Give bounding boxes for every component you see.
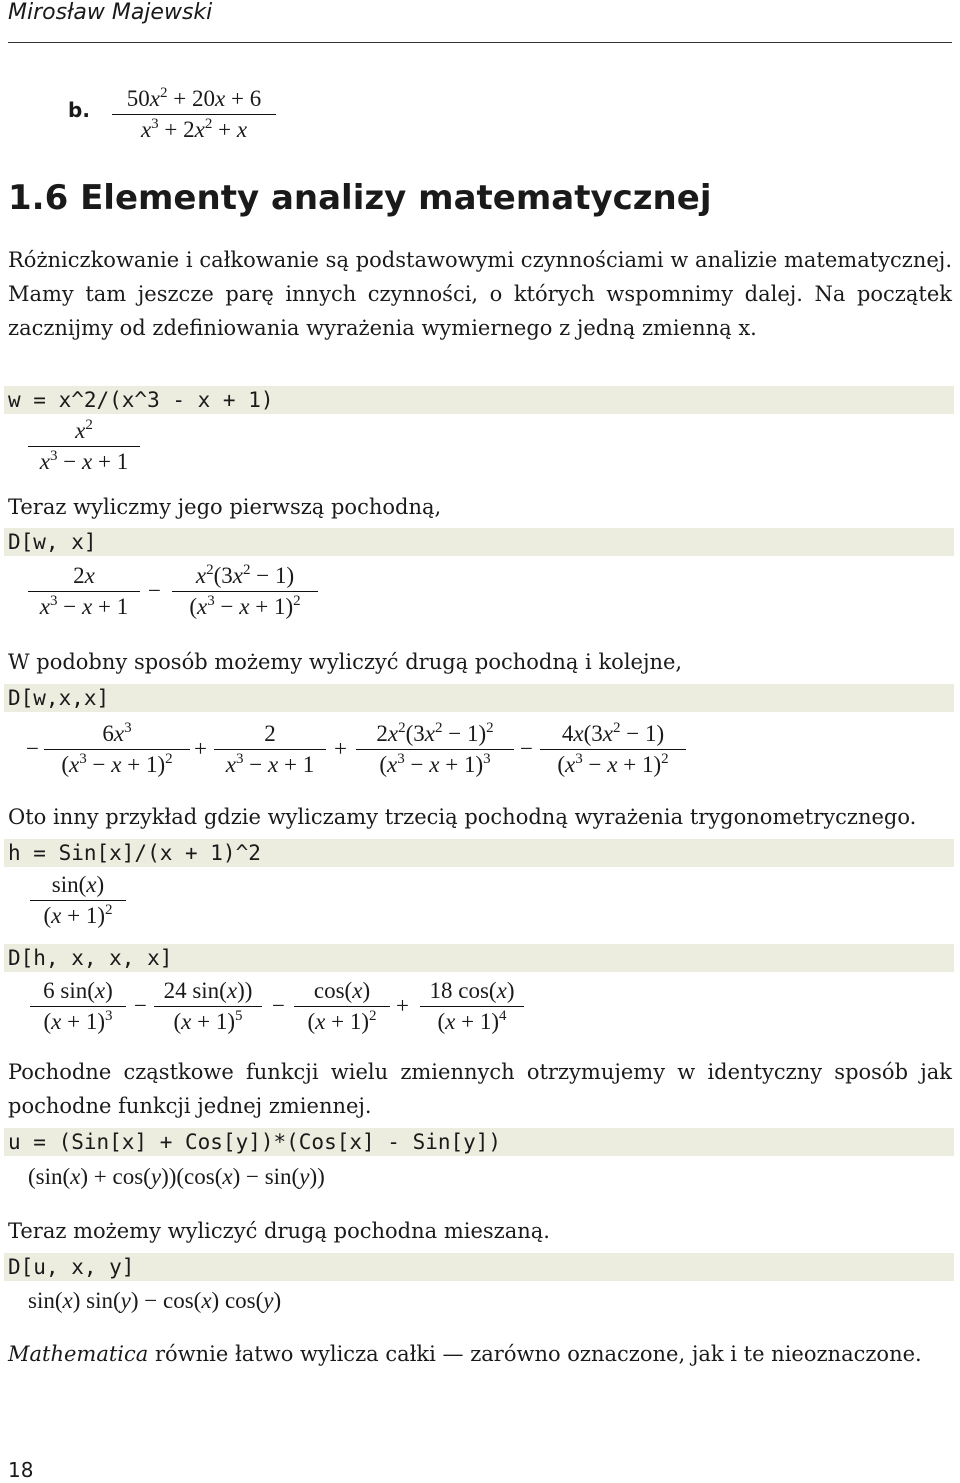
paragraph-integrals-text: równie łatwo wylicza całki — zarówno oznaczone, jak i te nieoznaczone. bbox=[148, 1342, 922, 1366]
output-d2-term1: $6x^3$ $(x^3 - x + 1)^2$ bbox=[44, 721, 190, 778]
plus-sign: + bbox=[194, 736, 207, 761]
code-input-3[interactable]: D[w,x,x] bbox=[4, 684, 954, 712]
output-d3-term1: 6 sin(x) $(x + 1)^3$ bbox=[30, 978, 126, 1035]
plus-sign: + bbox=[396, 993, 409, 1018]
code-input-2[interactable]: D[w, x] bbox=[4, 528, 954, 556]
paragraph-second-derivative: W podobny sposób możemy wyliczyć drugą pochodną i kolejne, bbox=[8, 650, 683, 674]
plus-sign: + bbox=[334, 736, 347, 761]
paragraph-integrals bbox=[8, 1337, 952, 1371]
output-d2-term2: 2 $x^3 - x + 1$ bbox=[214, 721, 326, 778]
section-title: 1.6 Elementy analizy matematycznej bbox=[8, 178, 712, 218]
paragraph-intro bbox=[8, 243, 952, 345]
page-number: 18 bbox=[8, 1458, 34, 1482]
paragraph-trig: Oto inny przykład gdzie wyliczamy trzecią pochodną wyrażenia trygonometrycznego. bbox=[8, 805, 917, 829]
code-input-7[interactable]: D[u, x, y] bbox=[4, 1253, 954, 1281]
output-w: $x^2$ $x^3 - x + 1$ bbox=[28, 418, 140, 475]
minus-sign: − bbox=[148, 578, 161, 603]
code-input-1[interactable]: w = x^2/(x^3 - x + 1) bbox=[4, 386, 954, 414]
minus-sign: − bbox=[134, 993, 147, 1018]
output-d3-term4: 18 cos(x) $(x + 1)^4$ bbox=[420, 978, 524, 1035]
output-d3-term2: 24 sin(x)) $(x + 1)^5$ bbox=[154, 978, 262, 1035]
code-input-5[interactable]: D[h, x, x, x] bbox=[4, 944, 954, 972]
minus-sign: − bbox=[520, 736, 533, 761]
code-input-6[interactable]: u = (Sin[x] + Cos[y])*(Cos[x] - Sin[y]) bbox=[4, 1128, 954, 1156]
output-h: sin(x) $(x + 1)^2$ bbox=[30, 872, 126, 929]
running-header: Mirosław Majewski bbox=[8, 0, 213, 25]
output-d3-term3: cos(x) $(x + 1)^2$ bbox=[294, 978, 390, 1035]
exercise-label: b. bbox=[68, 98, 90, 122]
output-mixed-derivative: sin(x) sin(y) − cos(x) cos(y) bbox=[28, 1288, 282, 1313]
header-rule bbox=[8, 42, 952, 43]
code-input-4[interactable]: h = Sin[x]/(x + 1)^2 bbox=[4, 839, 954, 867]
paragraph-first-derivative: Teraz wyliczmy jego pierwszą pochodną, bbox=[8, 495, 442, 519]
output-d1-term2: $x^2(3x^2 - 1)$ $(x^3 - x + 1)^2$ bbox=[172, 563, 318, 620]
minus-sign: − bbox=[272, 993, 285, 1018]
paragraph-intro-text: Różniczkowanie i całkowanie są podstawowymi czynnościami w analizie matematycznej. Mamy tam jeszcze parę innych czynności, o których wspomnimy dalej. Na początek zacznijmy od zdefiniowania wyrażenia wymiernego z jedną zmienną x. bbox=[8, 248, 952, 340]
output-d2-term4: $4x(3x^2 - 1)$ $(x^3 - x + 1)^2$ bbox=[540, 721, 686, 778]
exercise-fraction: $50x^2 + 20x + 6$ $x^3 + 2x^2 + x$ bbox=[112, 86, 276, 143]
paragraph-partial: Pochodne cząstkowe funkcji wielu zmiennych otrzymujemy w identyczny sposób jak pochodne funkcji jednej zmiennej. bbox=[8, 1060, 952, 1118]
mathematica-name: Mathematica bbox=[8, 1342, 149, 1366]
paragraph-mixed: Teraz możemy wyliczyć drugą pochodna mieszaną. bbox=[8, 1219, 550, 1243]
minus-sign: − bbox=[26, 736, 39, 761]
output-d1-term1: 2x $x^3 - x + 1$ bbox=[28, 563, 140, 620]
output-d2-term3: $2x^2(3x^2 - 1)^2$ $(x^3 - x + 1)^3$ bbox=[356, 721, 514, 778]
output-u: (sin(x) + cos(y))(cos(x) − sin(y)) bbox=[28, 1164, 325, 1189]
